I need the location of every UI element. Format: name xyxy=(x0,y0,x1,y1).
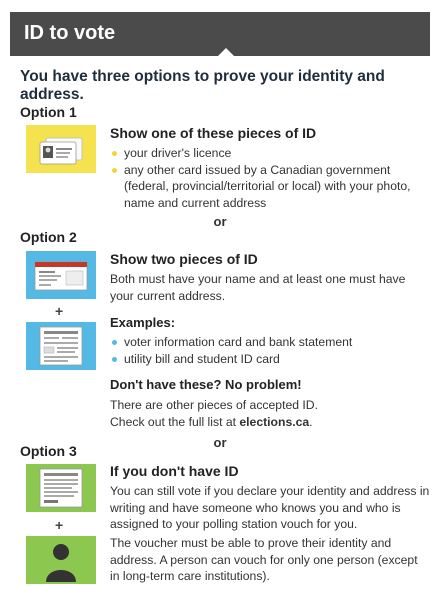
or-divider: or xyxy=(213,214,227,229)
plus-sign: + xyxy=(55,517,64,533)
no-problem-line-2 xyxy=(110,414,430,431)
option2-image-1 xyxy=(26,251,96,299)
option2-label: Option 2 xyxy=(20,229,77,245)
option3-label: Option 3 xyxy=(20,443,77,459)
option3-text-2: The voucher must be able to prove their identity and address. A person can vouch for only one person (except in long-term care institutions). xyxy=(110,536,418,583)
no-problem-line-1: There are other pieces of accepted ID. xyxy=(110,398,318,412)
option3-heading: If you don't have ID xyxy=(110,463,239,479)
option1-image xyxy=(26,125,96,173)
id-card-icon xyxy=(26,125,96,173)
option3-image-2 xyxy=(26,536,96,584)
option2-description: Both must have your name and at least one must have your current address. xyxy=(110,272,406,303)
no-problem-text xyxy=(110,397,430,430)
header-notch xyxy=(218,48,234,56)
option2-image-2 xyxy=(26,322,96,370)
option1-bullet-list xyxy=(110,145,430,211)
option3-text-1: You can still vote if you declare your identity and address in writing and have someone who knows you and who is assigned to your polling station vouch for you. xyxy=(110,484,430,531)
no-problem-line-2-text: Check out the full list at xyxy=(110,414,240,429)
examples-heading: Examples: xyxy=(110,315,176,330)
no-problem-heading: Don't have these? No problem! xyxy=(110,377,302,392)
examples-list xyxy=(110,334,430,367)
option1-heading: Show one of these pieces of ID xyxy=(110,125,317,141)
option1-label: Option 1 xyxy=(20,104,77,120)
no-problem-line-2-end: . xyxy=(309,414,313,429)
page-title: ID to vote xyxy=(24,22,116,44)
list-item: any other card issued by a Canadian government (federal, provincial/territorial or local) with your photo, name and current address xyxy=(110,162,430,212)
list-item: utility bill and student ID card xyxy=(110,351,430,368)
list-item: voter information card and bank statement xyxy=(110,334,430,351)
person-icon xyxy=(26,536,96,584)
option2-heading: Show two pieces of ID xyxy=(110,251,258,267)
form-icon xyxy=(26,322,96,370)
list-item: your driver's licence xyxy=(110,145,430,162)
form-icon xyxy=(26,464,96,512)
plus-sign: + xyxy=(55,303,64,319)
elections-link[interactable]: elections.ca xyxy=(239,414,310,429)
option3-image-1 xyxy=(26,464,96,512)
or-divider: or xyxy=(213,435,227,450)
page-subtitle: You have three options to prove your identity and address. xyxy=(20,68,385,103)
document-icon xyxy=(26,251,96,299)
